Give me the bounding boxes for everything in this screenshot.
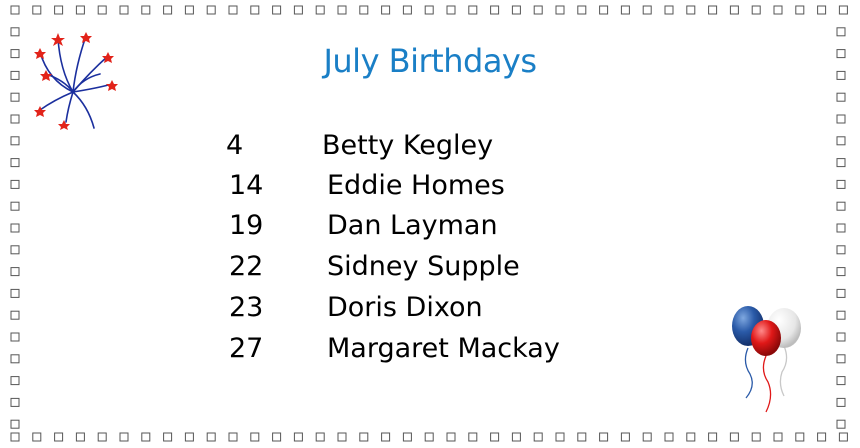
birthday-day: 27	[229, 333, 264, 364]
border-box	[11, 115, 19, 123]
border-box	[534, 433, 542, 441]
border-box	[403, 433, 411, 441]
border-box	[11, 311, 19, 319]
border-box	[491, 6, 499, 14]
border-box	[273, 433, 281, 441]
border-box	[11, 180, 19, 188]
border-box	[837, 246, 845, 254]
border-box	[752, 433, 760, 441]
border-box	[185, 6, 193, 14]
border-box	[251, 433, 259, 441]
border-box	[837, 333, 845, 341]
border-box	[11, 246, 19, 254]
border-box	[643, 433, 651, 441]
border-box	[11, 202, 19, 210]
border-box	[11, 268, 19, 276]
border-box	[469, 433, 477, 441]
border-box	[796, 6, 804, 14]
border-box	[491, 433, 499, 441]
border-box	[33, 6, 41, 14]
border-box	[142, 6, 150, 14]
border-box	[839, 433, 847, 441]
border-box	[534, 6, 542, 14]
border-box	[338, 6, 346, 14]
birthday-name: Eddie Homes	[327, 170, 505, 201]
border-box	[251, 6, 259, 14]
border-box	[643, 6, 651, 14]
border-box	[752, 6, 760, 14]
border-box	[600, 433, 608, 441]
border-box	[837, 28, 845, 36]
border-box	[76, 433, 84, 441]
border-box	[382, 433, 390, 441]
border-box	[837, 289, 845, 297]
border-box	[818, 6, 826, 14]
border-box	[33, 433, 41, 441]
border-box	[207, 433, 215, 441]
birthday-name: Dan Layman	[327, 210, 498, 241]
border-box	[621, 6, 629, 14]
border-box	[621, 433, 629, 441]
birthday-name: Margaret Mackay	[327, 333, 560, 364]
border-box	[229, 6, 237, 14]
border-box	[837, 420, 845, 428]
border-box	[837, 202, 845, 210]
border-box	[76, 6, 84, 14]
border-box	[55, 6, 63, 14]
border-box	[774, 433, 782, 441]
border-box	[837, 115, 845, 123]
border-box	[709, 433, 717, 441]
border-box	[360, 433, 368, 441]
border-box	[382, 6, 390, 14]
border-box	[837, 268, 845, 276]
border-box	[837, 180, 845, 188]
border-box	[338, 433, 346, 441]
border-box	[469, 6, 477, 14]
border-box	[837, 311, 845, 319]
birthday-day: 22	[229, 251, 264, 282]
border-box	[512, 6, 520, 14]
border-box	[98, 6, 106, 14]
border-box	[316, 6, 324, 14]
border-box	[512, 433, 520, 441]
birthday-name: Sidney Supple	[327, 251, 520, 282]
border-box	[360, 6, 368, 14]
border-box	[687, 6, 695, 14]
border-box	[709, 6, 717, 14]
border-box	[600, 6, 608, 14]
border-box	[11, 224, 19, 232]
border-box	[556, 6, 564, 14]
border-box	[447, 6, 455, 14]
border-box	[11, 159, 19, 167]
border-box	[11, 433, 19, 441]
border-box	[818, 433, 826, 441]
border-box	[730, 6, 738, 14]
border-box	[316, 433, 324, 441]
border-box	[837, 355, 845, 363]
border-box	[11, 137, 19, 145]
border-box	[11, 93, 19, 101]
border-box	[578, 6, 586, 14]
border-box	[687, 433, 695, 441]
border-box	[185, 433, 193, 441]
border-box	[11, 377, 19, 385]
border-box	[164, 433, 172, 441]
border-box	[837, 377, 845, 385]
border-box	[273, 6, 281, 14]
border-box	[11, 333, 19, 341]
page-title: July Birthdays	[323, 42, 537, 80]
border-box	[578, 433, 586, 441]
border-box	[120, 433, 128, 441]
border-box	[403, 6, 411, 14]
border-box	[294, 433, 302, 441]
border-box	[11, 28, 19, 36]
birthday-day: 14	[229, 170, 264, 201]
border-box	[164, 6, 172, 14]
border-box	[11, 355, 19, 363]
birthday-day: 4	[226, 130, 244, 161]
birthday-day: 19	[229, 210, 264, 241]
border-box	[98, 433, 106, 441]
border-box	[837, 398, 845, 406]
border-box	[796, 433, 804, 441]
balloons-icon	[726, 300, 806, 420]
border-box	[11, 398, 19, 406]
border-box	[730, 433, 738, 441]
border-box	[55, 433, 63, 441]
border-box	[774, 6, 782, 14]
border-box	[142, 433, 150, 441]
border-box	[425, 6, 433, 14]
border-box	[11, 6, 19, 14]
border-box	[837, 224, 845, 232]
border-box	[556, 433, 564, 441]
birthday-name: Doris Dixon	[327, 292, 483, 323]
border-box	[207, 6, 215, 14]
border-box	[839, 6, 847, 14]
border-box	[294, 6, 302, 14]
border-box	[11, 289, 19, 297]
border-box	[229, 433, 237, 441]
border-box	[665, 433, 673, 441]
birthday-day: 23	[229, 292, 264, 323]
border-box	[665, 6, 673, 14]
birthday-name: Betty Kegley	[322, 130, 494, 161]
border-box	[425, 433, 433, 441]
border-box	[11, 420, 19, 428]
border-box	[837, 137, 845, 145]
border-box	[447, 433, 455, 441]
border-box	[837, 93, 845, 101]
border-box	[120, 6, 128, 14]
border-box	[837, 159, 845, 167]
